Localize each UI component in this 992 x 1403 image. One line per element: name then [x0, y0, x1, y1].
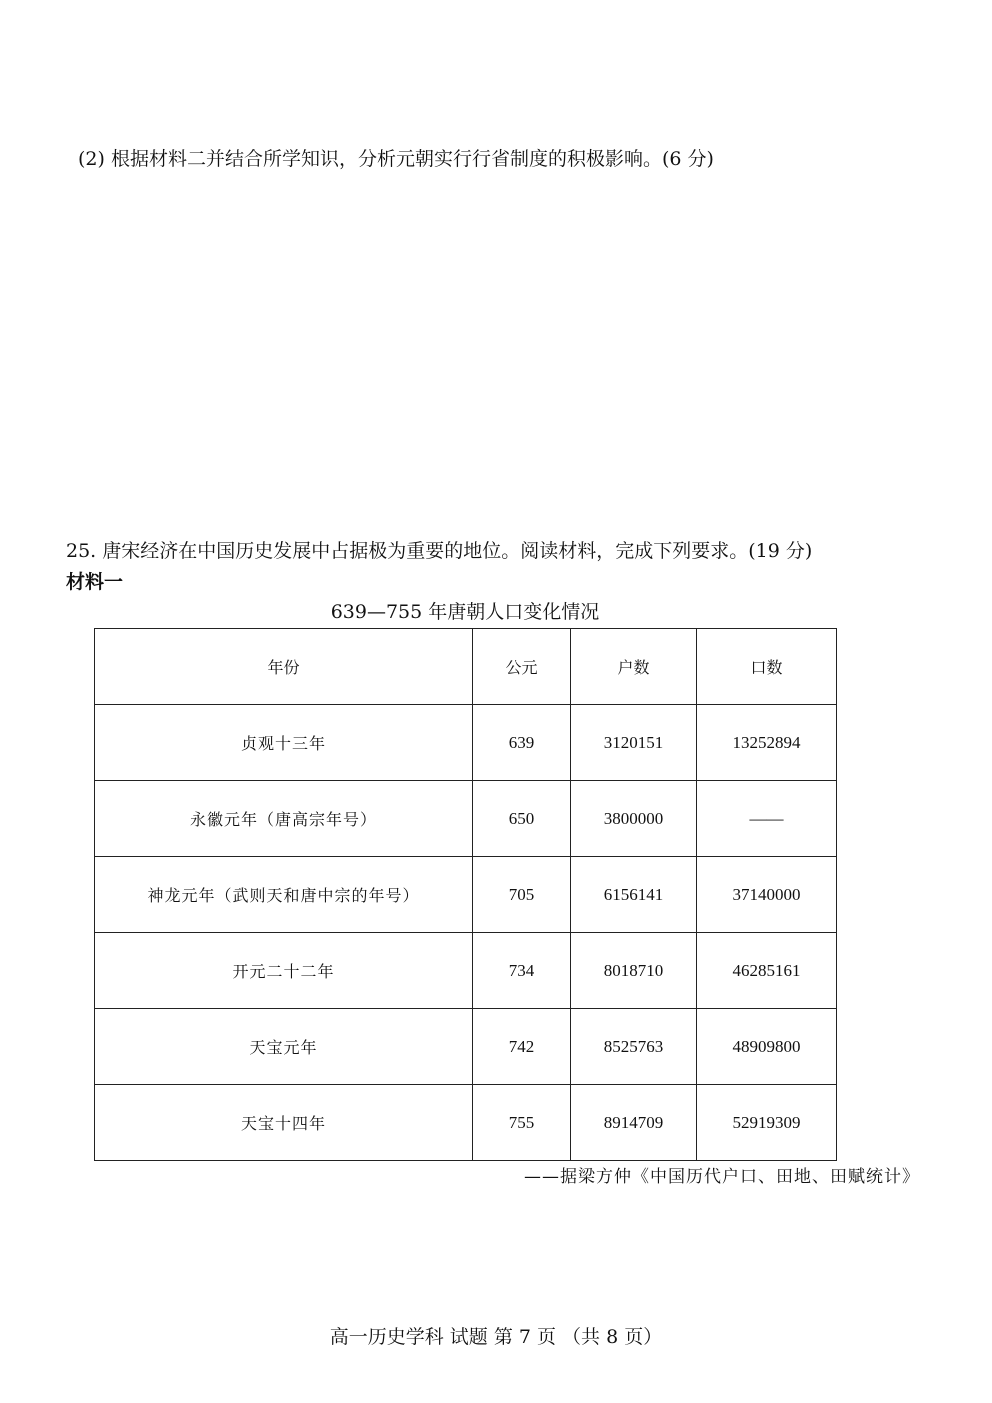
table-header-row: [95, 629, 837, 705]
table-caption: 639—755 年唐朝人口变化情况: [330, 601, 600, 623]
cell-era: 天宝十四年: [95, 1085, 473, 1161]
cell-era: 开元二十二年: [95, 933, 473, 1009]
cell-era: 永徽元年（唐高宗年号）: [95, 781, 473, 857]
table-row: [95, 781, 837, 857]
table-row: [95, 857, 837, 933]
page-footer: 高一历史学科 试题 第 7 页 （共 8 页）: [329, 1326, 663, 1348]
cell-ad: 755: [473, 1085, 571, 1161]
cell-households: 3800000: [571, 781, 697, 857]
question-2-text: (2) 根据材料二并结合所学知识，分析元朝实行行省制度的积极影响。(6 分): [78, 148, 714, 170]
cell-population: 37140000: [697, 857, 837, 933]
cell-ad: 705: [473, 857, 571, 933]
cell-households: 3120151: [571, 705, 697, 781]
table-row: [95, 1085, 837, 1161]
header-households: 户数: [571, 629, 697, 705]
table-row: [95, 933, 837, 1009]
cell-ad: 742: [473, 1009, 571, 1085]
cell-households: 8018710: [571, 933, 697, 1009]
cell-era: 贞观十三年: [95, 705, 473, 781]
cell-population: 48909800: [697, 1009, 837, 1085]
material-label: 材料一: [66, 571, 124, 593]
cell-population: 46285161: [697, 933, 837, 1009]
table-source: ——据梁方仲《中国历代户口、田地、田赋统计》: [524, 1167, 920, 1187]
cell-ad: 650: [473, 781, 571, 857]
header-year: 年份: [95, 629, 473, 705]
cell-population: 52919309: [697, 1085, 837, 1161]
table-row: [95, 705, 837, 781]
table-row: [95, 1009, 837, 1085]
question-25-text: 25. 唐宋经济在中国历史发展中占据极为重要的地位。阅读材料，完成下列要求。(19 分): [66, 540, 813, 562]
cell-households: 6156141: [571, 857, 697, 933]
cell-ad: 639: [473, 705, 571, 781]
cell-ad: 734: [473, 933, 571, 1009]
population-table: [94, 628, 837, 1161]
cell-era: 神龙元年（武则天和唐中宗的年号）: [95, 857, 473, 933]
cell-era: 天宝元年: [95, 1009, 473, 1085]
header-ad: 公元: [473, 629, 571, 705]
cell-population: 13252894: [697, 705, 837, 781]
cell-households: 8525763: [571, 1009, 697, 1085]
cell-households: 8914709: [571, 1085, 697, 1161]
header-population: 口数: [697, 629, 837, 705]
cell-population: ——: [697, 781, 837, 857]
